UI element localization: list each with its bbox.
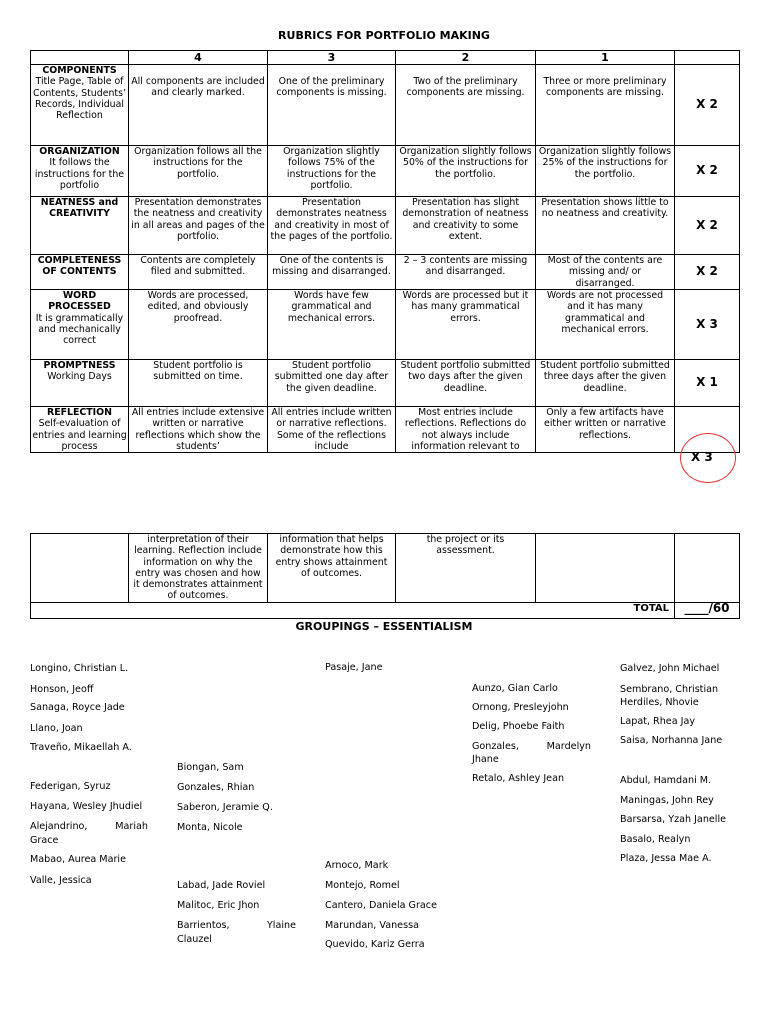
member-name: Sanaga, Royce Jade — [30, 702, 125, 713]
member-name: Barsarsa, Yzah Janelle — [620, 814, 727, 825]
level-cell: information that helps demonstrate how this entry shows attainment of outcomes. — [268, 534, 396, 603]
rubric-row-organization — [31, 146, 740, 197]
level-cell: Presentation shows little to no neatness and creativity. — [536, 197, 675, 255]
weight-multiplier: X 2 — [675, 65, 740, 146]
score-header: 4 — [129, 51, 268, 65]
level-cell: Student portfolio is submitted on time. — [129, 360, 268, 407]
rubric-row-neatness — [31, 197, 740, 255]
group-list — [30, 780, 148, 887]
level-cell: Words have few grammatical and mechanical errors. — [268, 290, 396, 360]
score-header-row — [31, 51, 740, 65]
member-name: Sembrano, Christian Herdiles, Nhovie — [620, 683, 719, 708]
level-cell: Organization slightly follows 50% of the instructions for the portfolio. — [396, 146, 536, 197]
member-name: Monta, Nicole — [177, 821, 243, 833]
member-name: Maningas, John Rey — [620, 794, 714, 806]
criterion-cell — [31, 255, 129, 290]
level-cell — [536, 534, 675, 603]
group-list — [472, 682, 591, 785]
criterion-cell — [31, 65, 129, 146]
level-cell: Words are processed, edited, and obviously proofread. — [129, 290, 268, 360]
member-name: Gonzales, Mardelyn Jhane — [472, 740, 591, 765]
header-blank-cell — [31, 51, 129, 65]
score-header: 2 — [396, 51, 536, 65]
level-cell: Words are processed but it has many grammatical errors. — [396, 290, 536, 360]
criterion-cell — [31, 197, 129, 255]
member-name: Gonzales, Rhian — [177, 781, 255, 793]
level-cell: Contents are completely filed and submitted. — [129, 255, 268, 290]
total-row — [31, 603, 740, 619]
member-name: Cantero, Daniela Grace — [325, 900, 437, 911]
total-label: TOTAL — [31, 603, 675, 619]
group-list — [620, 774, 745, 866]
level-cell: Presentation demonstrates the neatness and creativity in all areas and pages of the portfolio. — [129, 197, 268, 255]
criterion-title: REFLECTION — [47, 407, 112, 418]
level-cell: 2 – 3 contents are missing and disarranged. — [396, 255, 536, 290]
criterion-title: WORD PROCESSED — [48, 290, 111, 313]
level-cell: Presentation demonstrates neatness and creativity in most of the pages of the portfolio. — [268, 197, 396, 255]
member-name: Retalo, Ashley Jean — [472, 772, 565, 784]
reflection-weight-multiplier: X 3 — [691, 450, 713, 464]
member-name: Marundan, Vanessa — [325, 919, 419, 931]
weight-multiplier: X 2 — [675, 255, 740, 290]
member-name: Lapat, Rhea Jay — [620, 715, 696, 727]
criterion-title: COMPONENTS — [42, 65, 117, 76]
level-cell: Organization slightly follows 75% of the instructions for the portfolio. — [268, 146, 396, 197]
criterion-title: COMPLETENESS OF CONTENTS — [37, 255, 122, 278]
group-list — [325, 859, 465, 952]
level-cell: Words are not processed and it has many grammatical and mechanical errors. — [536, 290, 675, 360]
page-title: RUBRICS FOR PORTFOLIO MAKING — [278, 29, 490, 42]
criterion-cell — [31, 360, 129, 407]
member-name: Quevido, Kariz Gerra — [325, 939, 425, 950]
level-cell: All entries include written or narrative reflections. Some of the reflections include — [268, 407, 396, 453]
member-name: Saberon, Jeramie Q. — [177, 802, 273, 813]
rubric-row-word-processed — [31, 290, 740, 360]
level-cell: Student portfolio submitted one day after the given deadline. — [268, 360, 396, 407]
member-name: Saisa, Norhanna Jane — [620, 735, 723, 746]
level-cell: interpretation of their learning. Reflection include information on why the entry was chosen and how it demonstrates attainment of outcomes. — [129, 534, 268, 603]
group-list — [177, 761, 302, 834]
member-name: Biongan, Sam — [177, 762, 244, 773]
member-name: Labad, Jade Roviel — [177, 880, 266, 891]
group-list — [30, 662, 155, 755]
criterion-title: PROMPTNESS — [43, 360, 116, 371]
weight-multiplier: X 1 — [675, 360, 740, 407]
member-name: Federigan, Syruz — [30, 781, 111, 792]
group-list — [620, 662, 738, 748]
rubric-table-continued — [30, 533, 740, 619]
member-name: Delig, Phoebe Faith — [472, 721, 565, 732]
level-cell: All components are included and clearly marked. — [129, 65, 268, 146]
level-cell: All entries include extensive written or narrative reflections which show the students’ — [129, 407, 268, 453]
criterion-desc: It follows the instructions for the portfolio — [34, 157, 125, 191]
member-name: Honson, Jeoff — [30, 683, 94, 695]
level-cell: Only a few artifacts have either written or narrative reflections. — [536, 407, 675, 453]
rubric-row-reflection — [31, 407, 740, 453]
level-cell: Three or more preliminary components are missing. — [536, 65, 675, 146]
criterion-desc: Title Page, Table of Contents, Students’ Records, Individual Reflection — [33, 76, 126, 122]
level-cell: One of the contents is missing and disarranged. — [268, 255, 396, 290]
criterion-cell — [31, 290, 129, 360]
level-cell: Student portfolio submitted two days after the given deadline. — [396, 360, 536, 407]
criterion-title: ORGANIZATION — [39, 146, 120, 157]
member-name: Alejandrino, Mariah Grace — [30, 821, 148, 846]
level-cell: Two of the preliminary components are missing. — [396, 65, 536, 146]
rubric-table — [30, 50, 740, 453]
member-name: Abdul, Hamdani M. — [620, 775, 712, 786]
level-cell: Student portfolio submitted three days after the given deadline. — [536, 360, 675, 407]
member-name: Arnoco, Mark — [325, 860, 389, 871]
rubric-row-completeness — [31, 255, 740, 290]
member-name: Galvez, John Michael — [620, 663, 720, 674]
member-name: Ornong, Presleyjohn — [472, 701, 569, 713]
criterion-title: NEATNESS and CREATIVITY — [40, 197, 119, 220]
member-name: Pasaje, Jane — [325, 662, 383, 673]
member-name: Barrientos, Ylaine Clauzel — [177, 920, 296, 945]
member-name: Longino, Christian L. — [30, 663, 129, 674]
rubric-row-promptness — [31, 360, 740, 407]
rubric-row-components — [31, 65, 740, 146]
score-header: 1 — [536, 51, 675, 65]
level-cell: the project or its assessment. — [396, 534, 536, 603]
weight-multiplier: X 2 — [675, 197, 740, 255]
member-name: Basalo, Realyn — [620, 833, 691, 845]
member-name: Malitoc, Eric Jhon — [177, 899, 260, 911]
criterion-desc: It is grammatically and mechanically correct — [35, 312, 124, 347]
level-cell: One of the preliminary components is missing. — [268, 65, 396, 146]
member-name: Valle, Jessica — [30, 874, 92, 886]
level-cell: Organization slightly follows 25% of the instructions for the portfolio. — [536, 146, 675, 197]
criterion-desc: Working Days — [47, 371, 112, 383]
level-cell: Organization follows all the instructions for the portfolio. — [129, 146, 268, 197]
weight-cell — [675, 534, 740, 603]
member-name: Traveño, Mikaellah A. — [30, 742, 132, 753]
group-list — [177, 879, 296, 946]
criterion-cell — [31, 534, 129, 603]
score-header: 3 — [268, 51, 396, 65]
criterion-desc: Self-evaluation of entries and learning process — [32, 418, 127, 452]
total-score: ____/60 — [675, 603, 740, 619]
criterion-cell — [31, 146, 129, 197]
level-cell: Most entries include reflections. Reflections do not always include information relevant to — [396, 407, 536, 453]
header-blank-cell — [675, 51, 740, 65]
level-cell: Presentation has slight demonstration of neatness and creativity to some extent. — [396, 197, 536, 255]
member-name: Hayana, Wesley Jhudiel — [30, 800, 143, 812]
criterion-cell — [31, 407, 129, 453]
member-name: Aunzo, Gian Carlo — [472, 683, 558, 694]
groupings-title: GROUPINGS – ESSENTIALISM — [295, 620, 473, 633]
member-name: Llano, Joan — [30, 722, 83, 734]
weight-multiplier: X 3 — [675, 290, 740, 360]
level-cell: Most of the contents are missing and/ or disarranged. — [536, 255, 675, 290]
member-name: Mabao, Aurea Marie — [30, 854, 126, 865]
weight-multiplier: X 2 — [675, 146, 740, 197]
group-list — [325, 661, 450, 675]
member-name: Montejo, Romel — [325, 879, 400, 891]
rubric-row-reflection-continued — [31, 534, 740, 603]
member-name: Plaza, Jessa Mae A. — [620, 853, 712, 864]
